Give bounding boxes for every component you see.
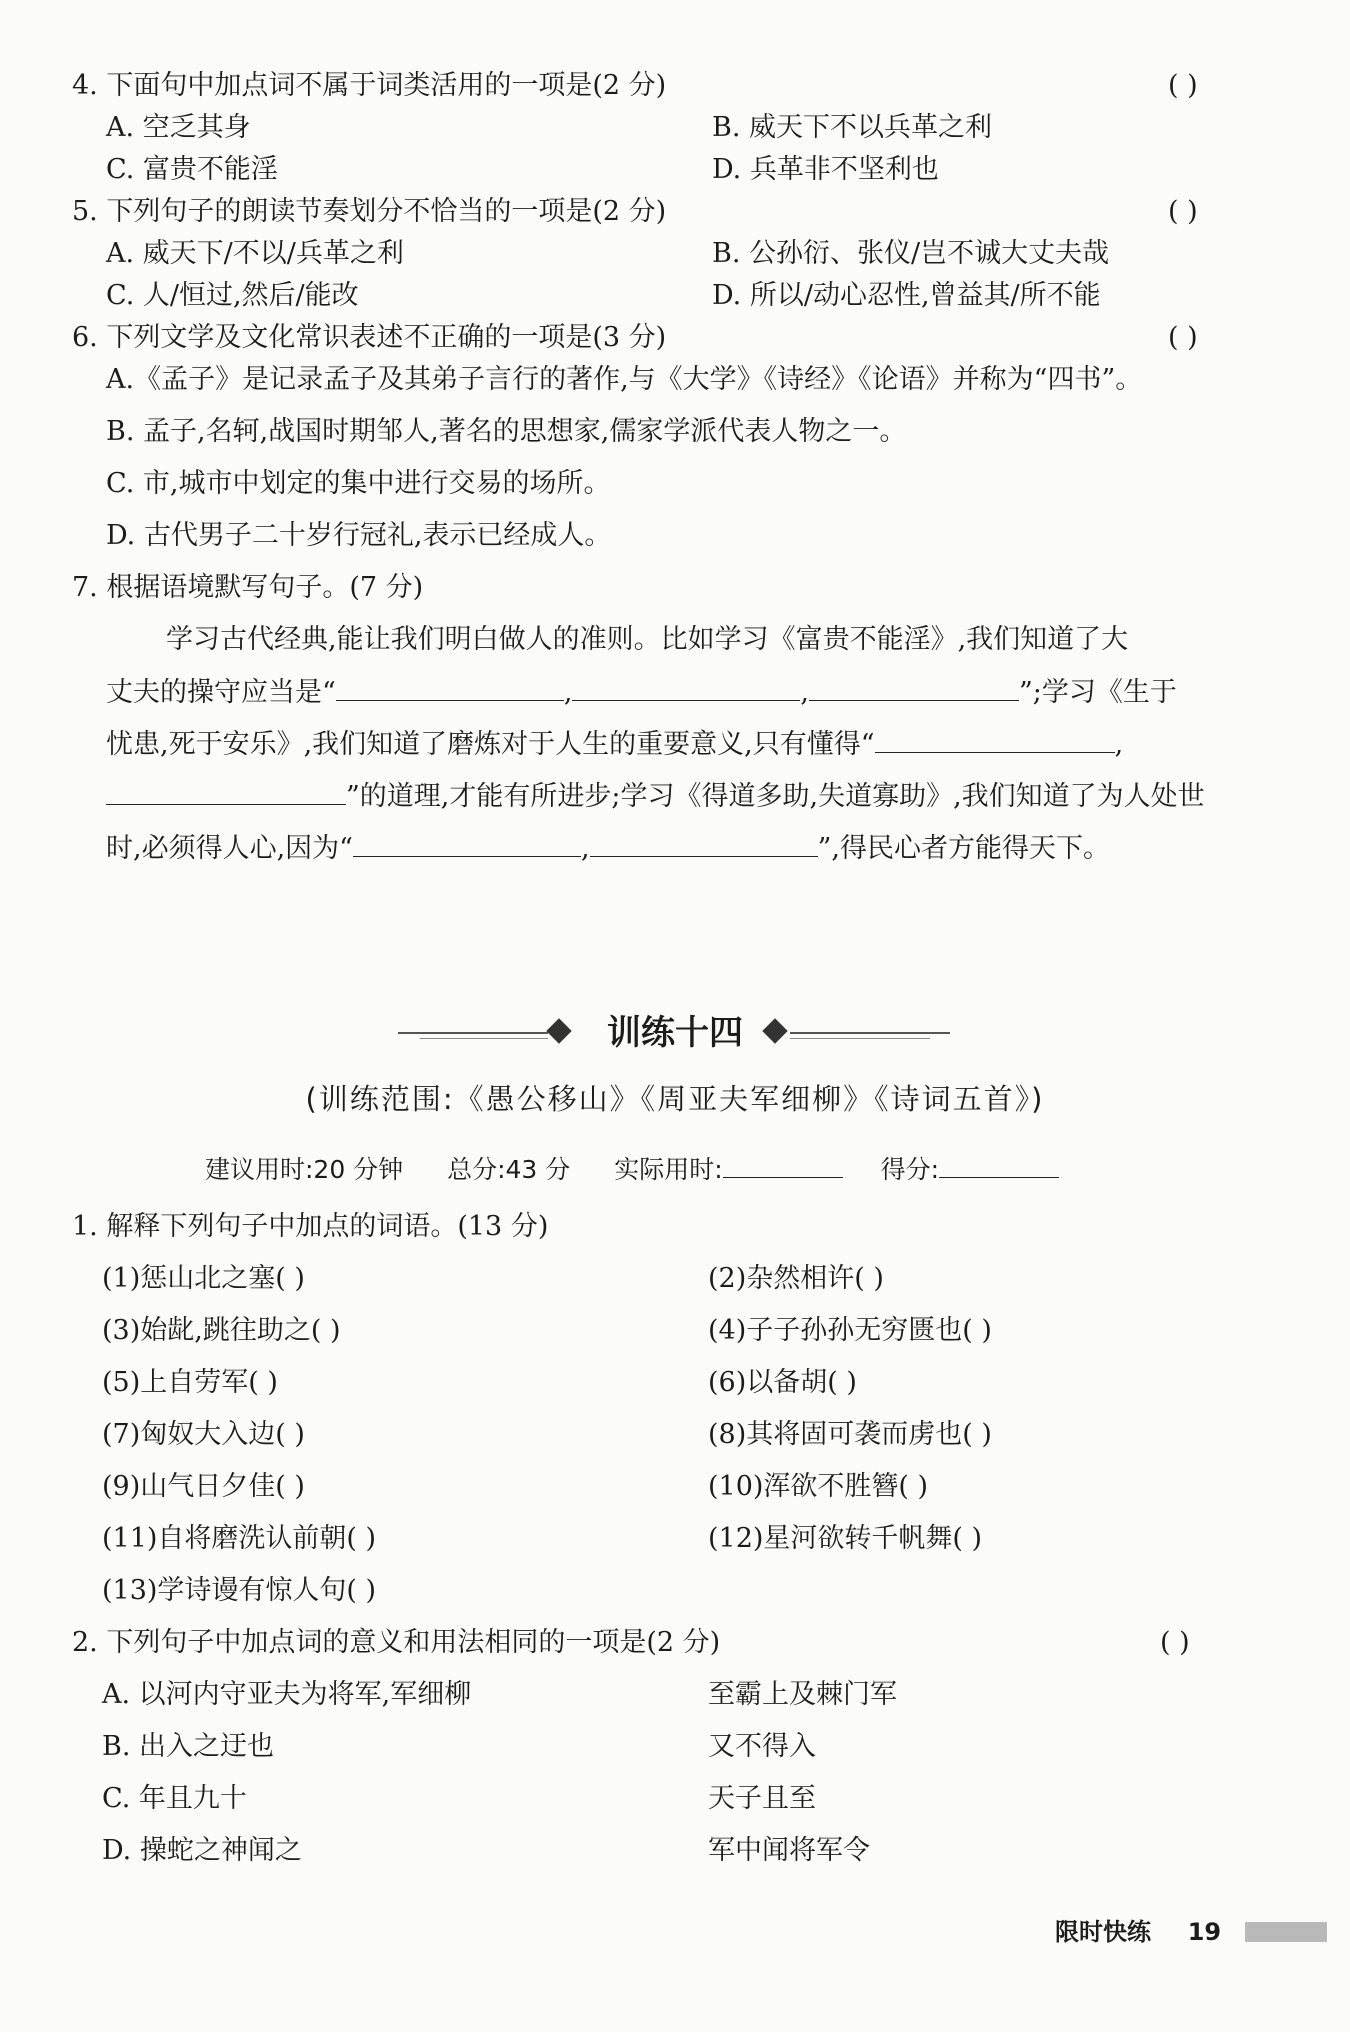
s2-option-a-left: A. 以河内守亚夫为将军,军细柳 [102,1679,472,1710]
page-footer [1055,1912,1221,1947]
q4-option-a: A. 空乏其身 [106,112,251,143]
suggested-time: 建议用时:20 分钟 [205,1155,404,1184]
answer-bracket-q6[interactable]: ( ) [1168,322,1198,353]
score-field[interactable] [939,1153,1059,1178]
q7-text: 时,必须得人心,因为“ [106,833,353,864]
q6-option-d: D. 古代男子二十岁行冠礼,表示已经成人。 [106,520,612,551]
actual-time-field[interactable] [723,1153,843,1178]
fill-blank[interactable] [106,776,346,805]
q4-option-b: B. 威天下不以兵革之利 [712,112,993,143]
vocab-item[interactable]: (9)山气日夕佳( ) [102,1471,305,1502]
footer-label: 限时快练 [1055,1918,1151,1946]
vocab-item[interactable]: (2)杂然相许( ) [708,1263,884,1294]
vocab-item[interactable]: (13)学诗谩有惊人句( ) [102,1575,377,1606]
s2-option-d-right: 军中闻将军令 [708,1835,870,1866]
q7-text: ”,得民心者方能得天下。 [817,833,1110,864]
page-number: 19 [1187,1918,1222,1946]
question-7-stem: 7. 根据语境默写句子。(7 分) [72,572,424,603]
q6-option-a: A.《孟子》是记录孟子及其弟子言行的著作,与《大学》《诗经》《论语》并称为“四书”。 [106,364,1143,395]
q7-paragraph-line-4 [106,776,1205,817]
vocab-item[interactable]: (1)惩山北之塞( ) [102,1263,305,1294]
fill-blank[interactable] [590,828,818,857]
vocab-item[interactable]: (8)其将固可袭而虏也( ) [708,1419,992,1450]
s2-option-d-left: D. 操蛇之神闻之 [102,1835,302,1866]
training-range: (训练范围:《愚公移山》《周亚夫军细柳》《诗词五首》) [305,1082,1045,1116]
vocab-item[interactable]: (5)上自劳军( ) [102,1367,278,1398]
section-q2-stem: 2. 下列句子中加点词的意义和用法相同的一项是(2 分) [72,1627,721,1658]
q4-option-d: D. 兵革非不坚利也 [712,154,939,185]
q5-option-a: A. 威天下/不以/兵革之利 [106,238,404,269]
q5-option-b: B. 公孙衍、张仪/岂不诚大丈夫哉 [712,238,1110,269]
s2-option-b-left: B. 出入之迂也 [102,1731,275,1762]
q5-option-d: D. 所以/动心忍性,曾益其/所不能 [712,280,1101,311]
s2-option-a-right: 至霸上及棘门军 [708,1679,897,1710]
q7-text: , [800,677,809,708]
q7-text: ”的道理,才能有所进步;学习《得道多助,失道寡助》,我们知道了为人处世 [346,781,1205,812]
answer-bracket-s2[interactable]: ( ) [1160,1627,1190,1658]
time-score-row [205,1150,1089,1186]
answer-bracket-q4[interactable]: ( ) [1168,70,1198,101]
q7-paragraph-line-1: 学习古代经典,能让我们明白做人的准则。比如学习《富贵不能淫》,我们知道了大 [166,624,1129,655]
question-5-stem: 5. 下列句子的朗读节奏划分不恰当的一项是(2 分) [72,196,667,227]
section-q1-stem: 1. 解释下列句子中加点的词语。(13 分) [72,1211,549,1242]
total-score: 总分:43 分 [447,1155,571,1184]
q4-option-c: C. 富贵不能淫 [106,154,278,185]
vocab-item[interactable]: (4)子子孙孙无穷匮也( ) [708,1315,992,1346]
question-4-stem: 4. 下面句中加点词不属于词类活用的一项是(2 分) [72,70,667,101]
q7-text: ”;学习《生于 [1019,677,1177,708]
fill-blank[interactable] [875,724,1115,753]
question-6-stem: 6. 下列文学及文化常识表述不正确的一项是(3 分) [72,322,667,353]
vocab-item[interactable]: (11)自将磨洗认前朝( ) [102,1523,377,1554]
vocab-item[interactable]: (12)星河欲转千帆舞( ) [708,1523,983,1554]
vocab-item[interactable]: (7)匈奴大入边( ) [102,1419,305,1450]
vocab-item[interactable]: (10)浑欲不胜簪( ) [708,1471,929,1502]
s2-option-c-right: 天子且至 [708,1783,816,1814]
q7-text: , [580,833,590,864]
q7-text: , [1114,729,1124,760]
score-label: 得分: [880,1155,940,1184]
q7-text: 忧患,死于安乐》,我们知道了磨炼对于人生的重要意义,只有懂得“ [106,729,875,760]
fill-blank[interactable] [809,672,1019,701]
actual-time-label: 实际用时: [614,1155,723,1184]
s2-option-b-right: 又不得入 [708,1731,816,1762]
section-title: 训练十四 [607,1013,743,1053]
fill-blank[interactable] [353,828,581,857]
q7-text: , [563,677,573,708]
q5-option-c: C. 人/恒过,然后/能改 [106,280,359,311]
vocab-item[interactable]: (3)始龀,跳往助之( ) [102,1315,341,1346]
vocab-item[interactable]: (6)以备胡( ) [708,1367,857,1398]
q7-text: 丈夫的操守应当是“ [106,677,336,708]
q6-option-c: C. 市,城市中划定的集中进行交易的场所。 [106,468,611,499]
section-title-wrap [0,1008,1350,1058]
footer-bar [1245,1922,1327,1942]
q6-option-b: B. 孟子,名轲,战国时期邹人,著名的思想家,儒家学派代表人物之一。 [106,416,907,447]
answer-bracket-q5[interactable]: ( ) [1168,196,1198,227]
q7-paragraph-line-3 [106,724,1123,765]
q7-paragraph-line-5 [106,828,1110,869]
title-rule-right-thin [790,1038,930,1039]
fill-blank[interactable] [572,672,800,701]
title-rule-right [790,1032,950,1034]
q7-paragraph-line-2 [106,672,1177,713]
s2-option-c-left: C. 年且九十 [102,1783,247,1814]
fill-blank[interactable] [336,672,564,701]
